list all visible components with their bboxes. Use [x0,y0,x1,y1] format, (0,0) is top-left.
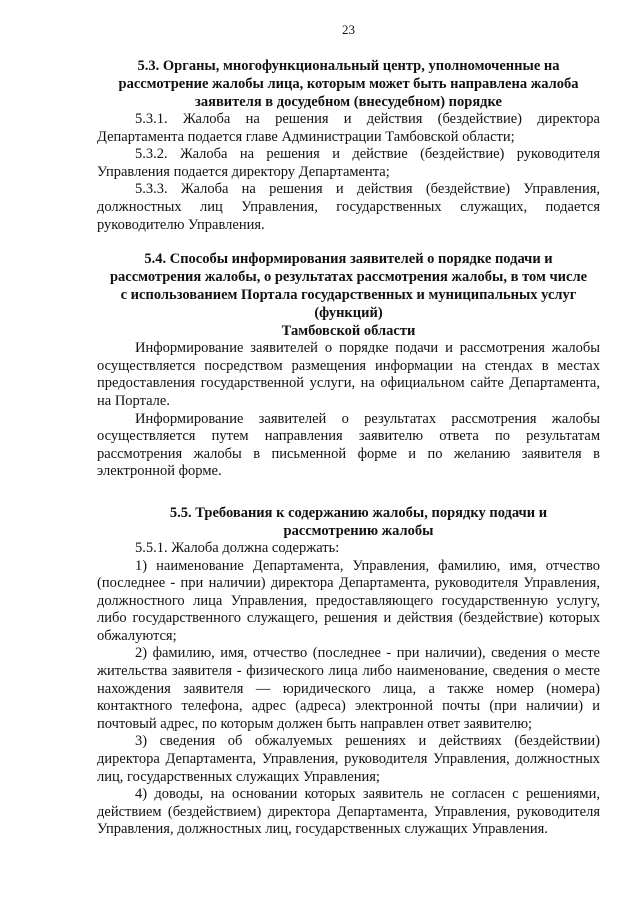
section-5-3-heading: 5.3. Органы, многофункциональный центр, уполномоченные на рассмотрение жалобы лица, которым может быть направлена жалоба заявителя в досудебном (внесудебном) порядке [118,58,579,110]
list-item-5-5-1-2: 2) фамилию, имя, отчество (последнее - при наличии), сведения о месте жительства заявителя - физического лица либо наименование, сведения о месте нахождения заявителя — юридического лица, а также номер (номера) контактного телефона, адрес (адреса) электронной почты (при наличии) и почтовый адрес, по которым должен быть направлен ответ заявителю; [97,645,600,732]
paragraph-5-3-1: 5.3.1. Жалоба на решения и действия (бездействие) директора Департамента подается главе Администрации Тамбовской области; [97,111,600,145]
list-item-5-5-1-3: 3) сведения об обжалуемых решениях и действиях (бездействии) директора Департамента, Управления, руководителя Управления, должностных лиц, государственных служащих Управления; [97,733,600,785]
list-item-5-5-1-4: 4) доводы, на основании которых заявитель не согласен с решениями, действием (бездействием) директора Департамента, Управления, руководителя Управления, должностных лиц, государственных служащих Управления. [97,786,600,838]
paragraph-5-4-results-info: Информирование заявителей о результатах рассмотрения жалобы осуществляется путем направления заявителю ответа по результатам рассмотрения жалобы в письменной форме и по желанию заявителя в электронной форме. [97,410,600,480]
paragraph-5-4-procedure-info: Информирование заявителей о порядке подачи и рассмотрения жалобы осуществляется посредством размещения информации на стендах в местах предоставления государственной услуги, на официальном сайте Департамента, на Портале. [97,340,600,409]
list-item-5-5-1-1: 1) наименование Департамента, Управления, фамилию, имя, отчество (последнее - при наличии) директора Департамента, руководителя Управления, должностного лица Управления, предоставляющего государственную услугу, либо государственного служащего, решения и действия (бездействие) которых обжалуются; [97,557,600,644]
section-5-4-heading: 5.4. Способы информирования заявителей о порядке подачи и рассмотрения жалобы, о результатах рассмотрения жалобы, в том числе с использованием Портала государственных и муниципальных услуг (функций) Тамбовской области [109,251,588,340]
paragraph-5-3-3: 5.3.3. Жалоба на решения и действия (бездействие) Управления, должностных лиц Управления, государственных служащих, подается руководителю Управления. [97,181,600,233]
page-content [97,22,600,839]
section-5-5 [97,504,600,839]
paragraph-5-5-1: 5.5.1. Жалоба должна содержать: [135,539,340,556]
section-5-4 [97,250,600,481]
page-number: 23 [342,22,355,37]
section-spacer [97,234,600,250]
section-5-3 [97,57,600,234]
paragraph-5-3-2: 5.3.2. Жалоба на решения и действие (бездействие) руководителя Управления подается директору Департамента; [97,146,600,180]
section-spacer [97,481,600,504]
section-5-5-heading: 5.5. Требования к содержанию жалобы, порядку подачи и рассмотрению жалобы [169,504,548,539]
